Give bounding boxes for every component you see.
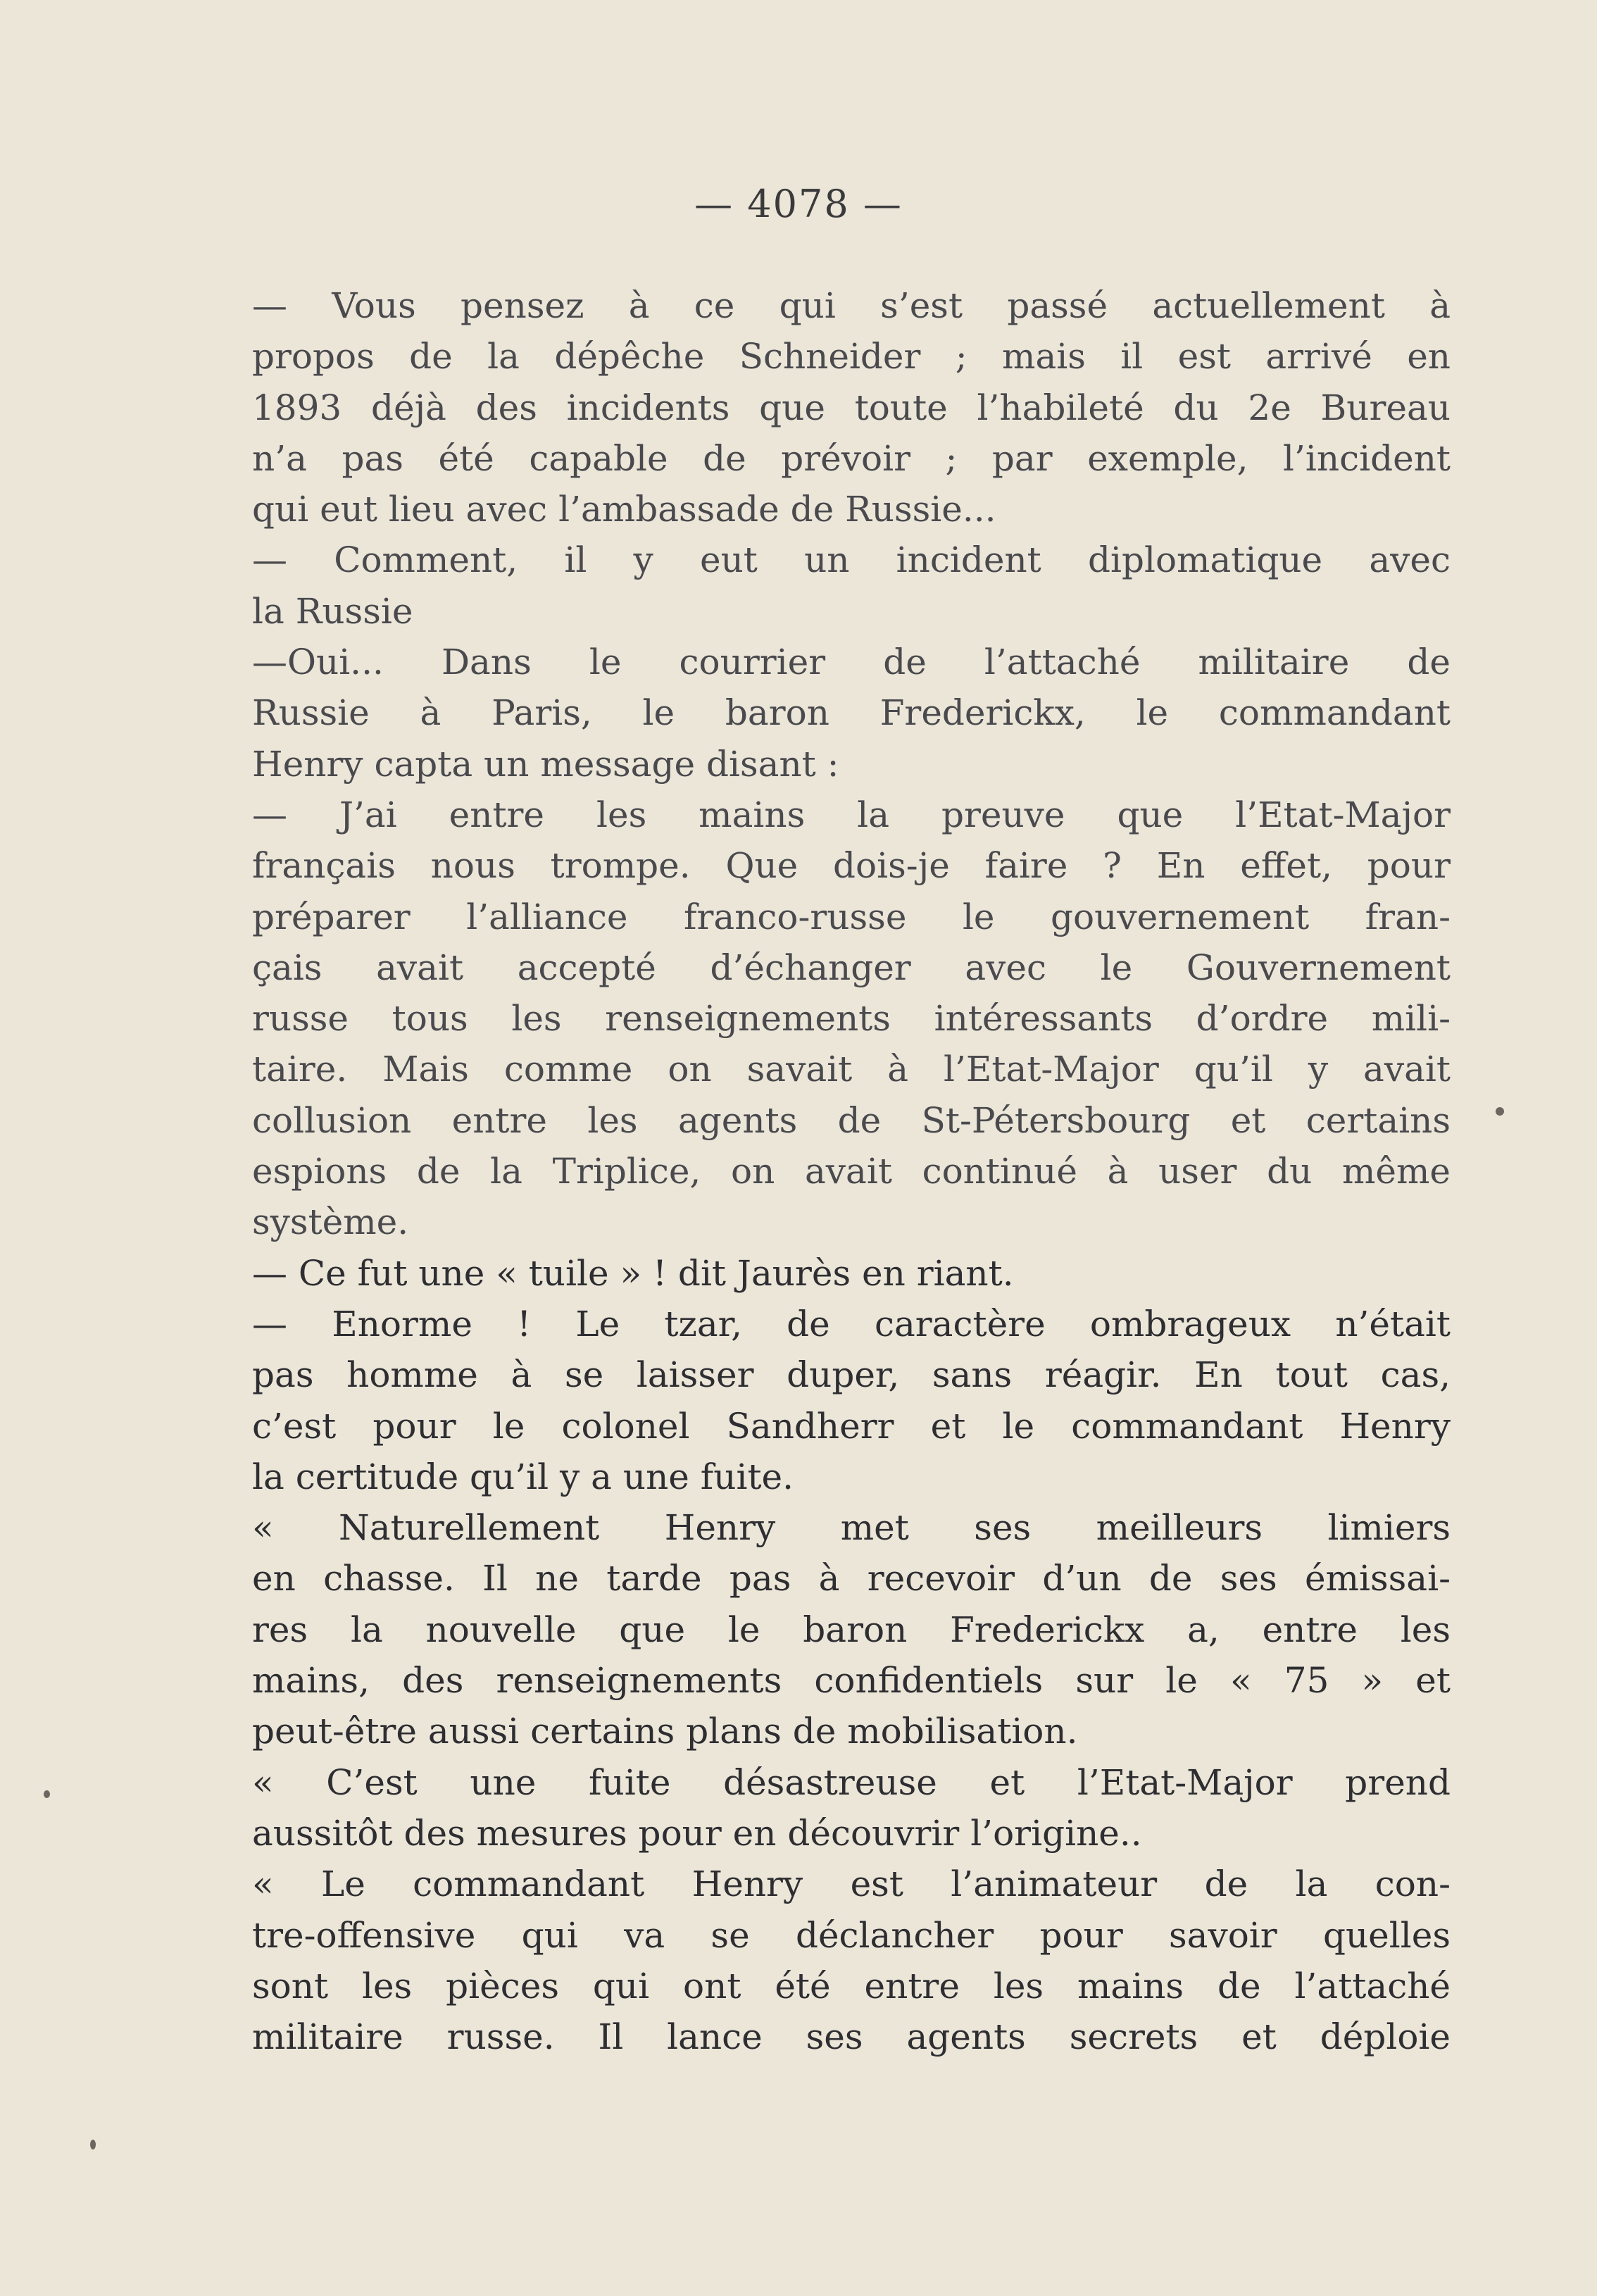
text-line: taire. Mais comme on savait à l’Etat-Major qu’il y avait [252, 1049, 1451, 1090]
text-line: n’a pas été capable de prévoir ; par exemple, l’incident [252, 437, 1451, 479]
text-line: — Ce fut une « tuile » ! dit Jaurès en riant. [252, 1252, 1014, 1294]
text-line: — Comment, il y eut un incident diplomatique avec [252, 539, 1451, 581]
text-line: tre-offensive qui va se déclancher pour savoir quelles [252, 1914, 1451, 1956]
text-line: la certitude qu’il y a une fuite. [252, 1456, 794, 1497]
text-line: — Enorme ! Le tzar, de caractère ombrageux n’était [252, 1303, 1451, 1344]
text-line: la Russie [252, 590, 413, 632]
text-line: Russie à Paris, le baron Frederickx, le commandant [252, 692, 1451, 734]
text-line: espions de la Triplice, on avait continué à user du même [252, 1151, 1451, 1192]
body-text [252, 280, 1451, 2062]
text-line: c’est pour le colonel Sandherr et le commandant Henry [252, 1405, 1451, 1447]
text-line: « Naturellement Henry met ses meilleurs limiers [252, 1507, 1451, 1549]
text-line: collusion entre les agents de St-Pétersbourg et certains [252, 1099, 1451, 1141]
text-line: — Vous pensez à ce qui s’est passé actuellement à [252, 285, 1451, 326]
paper-speck [90, 2140, 96, 2150]
text-line: peut-être aussi certains plans de mobilisation. [252, 1711, 1078, 1752]
text-line: aussitôt des mesures pour en découvrir l’origine.. [252, 1812, 1142, 1854]
text-line: mains, des renseignements confidentiels sur le « 75 » et [252, 1660, 1451, 1702]
text-line: res la nouvelle que le baron Frederickx a, entre les [252, 1609, 1451, 1650]
page-number: — 4078 — [694, 182, 903, 226]
text-line: —Oui... Dans le courrier de l’attaché militaire de [252, 642, 1451, 683]
text-line: pas homme à se laisser duper, sans réagir. En tout cas, [252, 1354, 1451, 1396]
paper-speck [44, 1790, 50, 1798]
text-line: Henry capta un message disant : [252, 743, 839, 785]
text-line: « Le commandant Henry est l’animateur de la con- [252, 1864, 1451, 1905]
text-line: sont les pièces qui ont été entre les mains de l’attaché [252, 1965, 1451, 2007]
text-line: çais avait accepté d’échanger avec le Gouvernement [252, 947, 1451, 988]
text-line: préparer l’alliance franco-russe le gouvernement fran- [252, 896, 1451, 937]
text-line: militaire russe. Il lance ses agents secrets et déploie [252, 2016, 1451, 2058]
text-line: 1893 déjà des incidents que toute l’habileté du 2e Bureau [252, 387, 1451, 428]
text-line: en chasse. Il ne tarde pas à recevoir d’un de ses émissai- [252, 1558, 1451, 1599]
text-line: propos de la dépêche Schneider ; mais il est arrivé en [252, 336, 1451, 378]
text-line: « C’est une fuite désastreuse et l’Etat-Major prend [252, 1761, 1451, 1803]
text-line: — J’ai entre les mains la preuve que l’Etat-Major [252, 794, 1451, 835]
text-line: russe tous les renseignements intéressants d’ordre mili- [252, 998, 1451, 1040]
text-line: système. [252, 1202, 409, 1243]
text-line: qui eut lieu avec l’ambassade de Russie... [252, 489, 996, 530]
paper-speck [1496, 1107, 1504, 1116]
text-line: français nous trompe. Que dois-je faire ? En effet, pour [252, 845, 1451, 887]
